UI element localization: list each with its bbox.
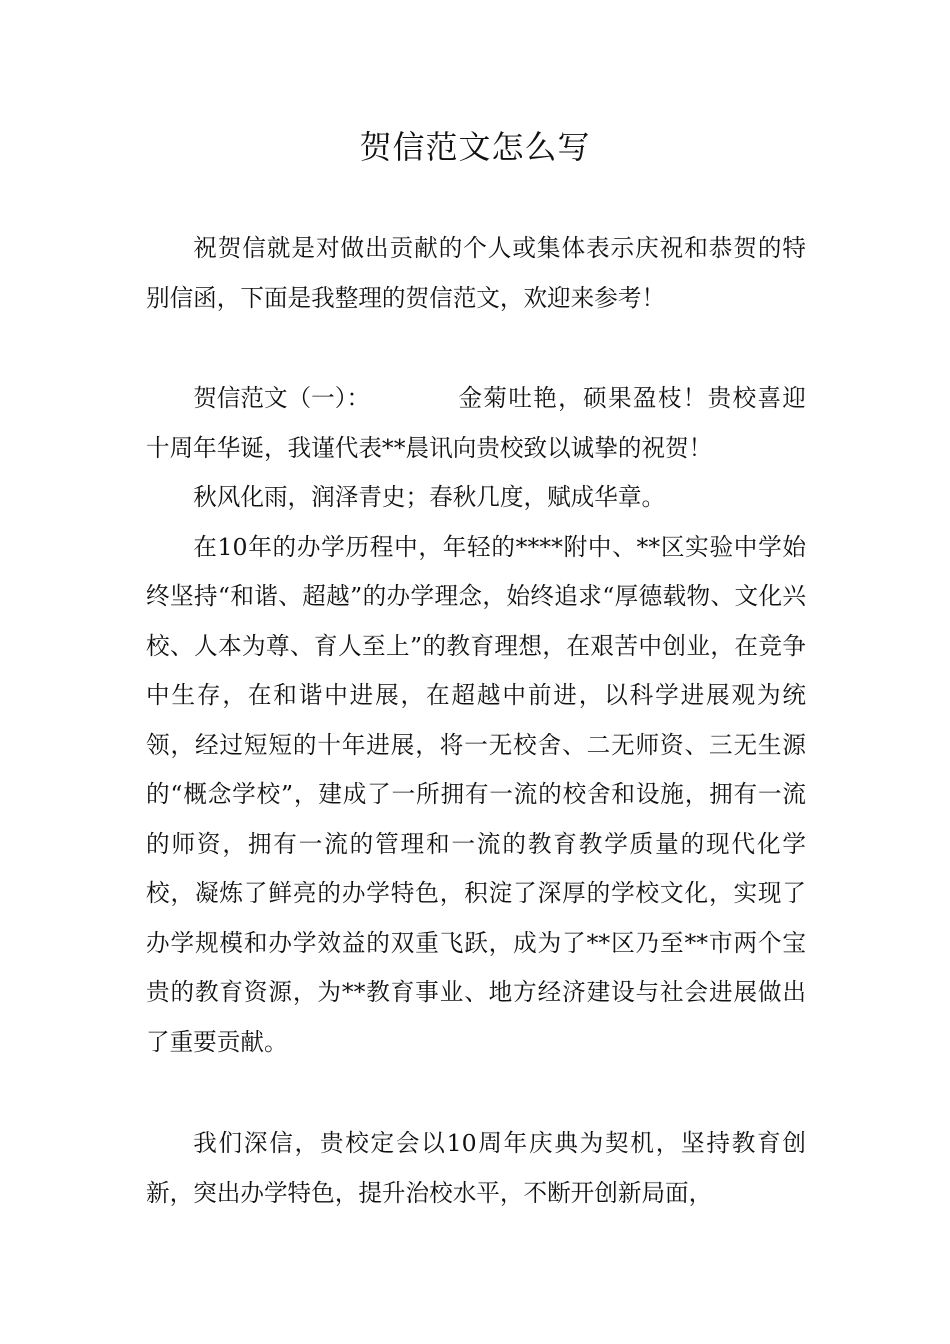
letter-body-continued: [146, 1119, 806, 1218]
body-paragraph-2: 秋风化雨，润泽青史；春秋几度，赋成华章。: [193, 483, 666, 511]
letter-body: [146, 374, 806, 1067]
intro-paragraph: 祝贺信就是对做出贡献的个人或集体表示庆祝和恭贺的特别信函，下面是我整理的贺信范文，欢迎来参考！: [146, 234, 806, 312]
sample-opening-text: 金菊吐艳，硕果盈枝！贵校喜迎十周年华诞，我谨代表**晨讯向贵校致以诚挚的祝贺！: [146, 384, 806, 462]
intro-section: [146, 224, 806, 323]
body-paragraph-3: 在10年的办学历程中，年轻的****附中、**区实验中学始终坚持“和谐、超越”的办学理念，始终追求“厚德载物、文化兴校、人本为尊、育人至上”的教育理想，在艰苦中创业，在竞争中生存，在和谐中进展，在超越中前进，以科学进展观为统领，经过短短的十年进展，将一无校舍、二无师资、三无生源的“概念学校”，建成了一所拥有一流的校舍和设施，拥有一流的师资，拥有一流的管理和一流的教育教学质量的现代化学校，凝炼了鲜亮的办学特色，积淀了深厚的学校文化，实现了办学规模和办学效益的双重飞跃，成为了**区乃至**市两个宝贵的教育资源，为**教育事业、地方经济建设与社会进展做出了重要贡献。: [146, 532, 806, 1056]
document-title: 贺信范文怎么写: [359, 128, 591, 166]
sample-first-paragraph: [146, 374, 806, 473]
sample-heading: 贺信范文（一）：: [193, 384, 371, 412]
body-paragraph-4: 我们深信，贵校定会以10周年庆典为契机，坚持教育创新，突出办学特色，提升治校水平，不断开创新局面，: [146, 1129, 806, 1207]
